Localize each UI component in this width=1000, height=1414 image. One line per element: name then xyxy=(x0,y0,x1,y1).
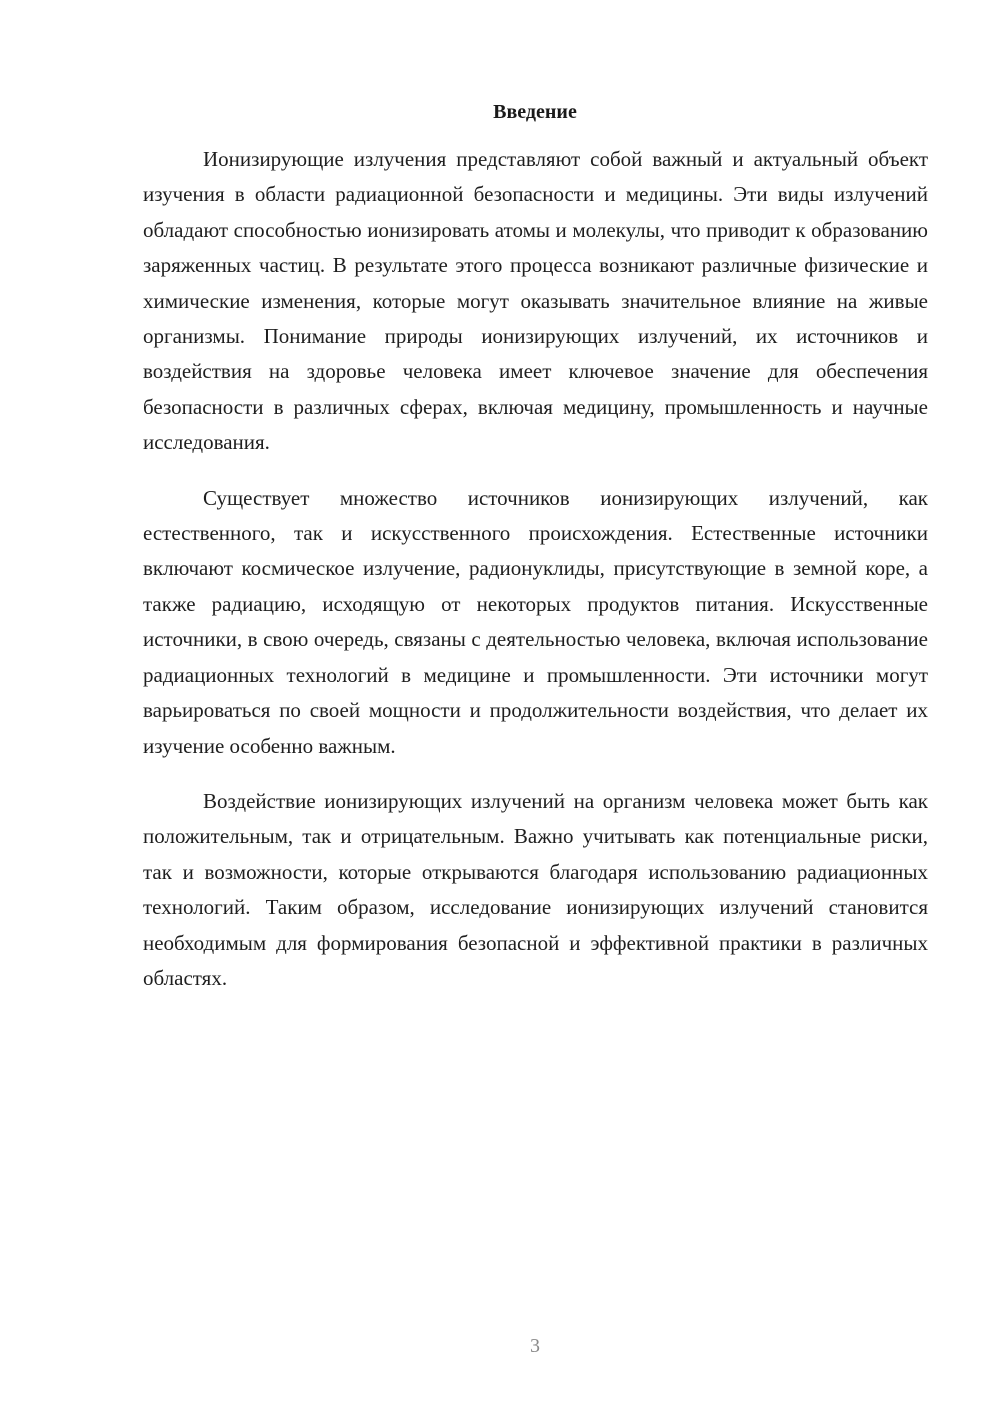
paragraph-2: Существует множество источников ионизирующих излучений, как естественного, так и искусственного происхождения. Естественные источники включают космическое излучение, радионуклиды, присутствующие в земной коре, а также радиацию, исходящую от некоторых продуктов питания. Искусственные источники, в свою очередь, связаны с деятельностью человека, включая использование радиационных технологий в медицине и промышленности. Эти источники могут варьироваться по своей мощности и продолжительности воздействия, что делает их изучение особенно важным. xyxy=(143,485,928,758)
page-number: 3 xyxy=(530,1335,540,1357)
paragraph-3: Воздействие ионизирующих излучений на организм человека может быть как положительным, так и отрицательным. Важно учитывать как потенциальные риски, так и возможности, которые открываются благодаря использованию радиационных технологий. Таким образом, исследование ионизирующих излучений становится необходимым для формирования безопасной и эффективной практики в различных областях. xyxy=(143,788,928,990)
section-heading: Введение xyxy=(493,101,577,123)
paragraph-1: Ионизирующие излучения представляют собой важный и актуальный объект изучения в области радиационной безопасности и медицины. Эти виды излучений обладают способностью ионизировать атомы и молекулы, что приводит к образованию заряженных частиц. В результате этого процесса возникают различные физические и химические изменения, которые могут оказывать значительное влияние на живые организмы. Понимание природы ионизирующих излучений, их источников и воздействия на здоровье человека имеет ключевое значение для обеспечения безопасности в различных сферах, включая медицину, промышленность и научные исследования. xyxy=(143,147,928,455)
body-text xyxy=(143,142,928,1016)
